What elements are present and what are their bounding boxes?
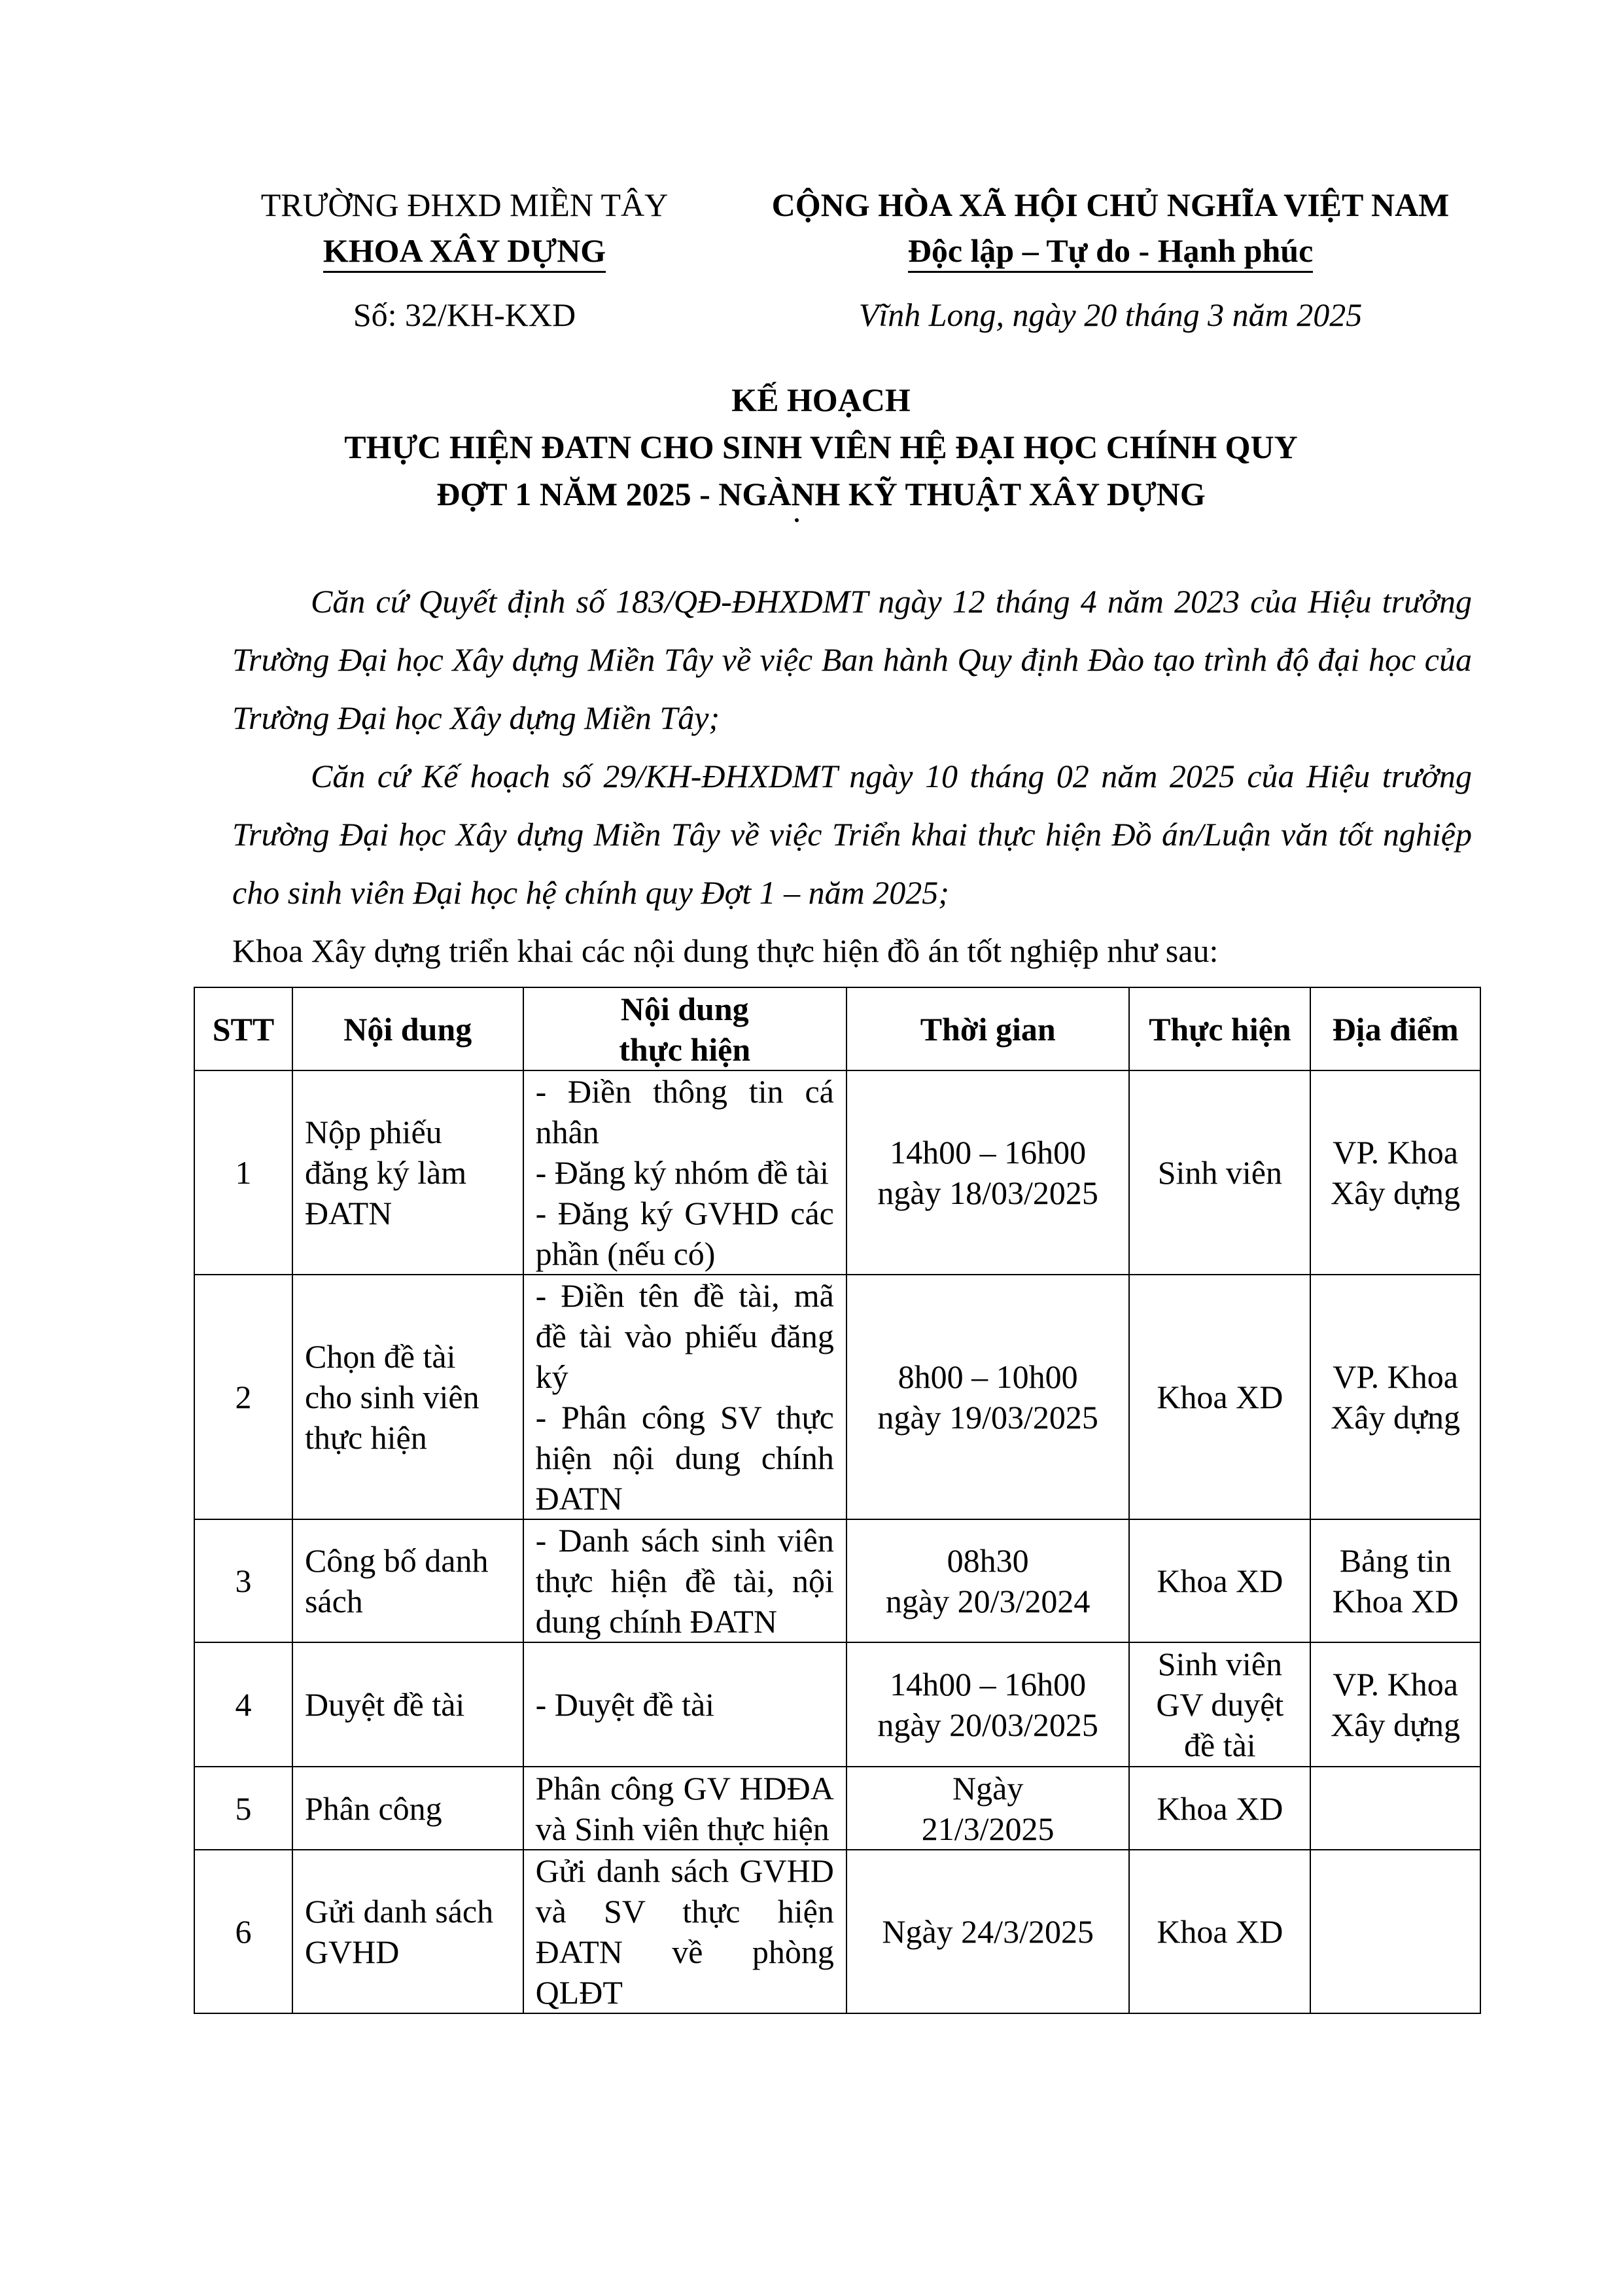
org-header	[216, 182, 713, 338]
col-header-content: Nội dung	[292, 987, 523, 1070]
cell-stt: 1	[194, 1070, 292, 1275]
cell-stt: 5	[194, 1767, 292, 1850]
cell-stt: 2	[194, 1275, 292, 1519]
cell-time: Ngày 24/3/2025	[846, 1850, 1130, 2013]
cell-location: Bảng tin Khoa XD	[1310, 1519, 1480, 1642]
cell-content: Phân công	[292, 1767, 523, 1850]
cell-executor: Khoa XD	[1129, 1767, 1310, 1850]
title-line-3: ĐỢT 1 NĂM 2025 - NGÀNH KỸ THUẬT XÂY DỰNG	[436, 476, 1206, 512]
legal-basis-2: Căn cứ Kế hoạch số 29/KH-ĐHXDMT ngày 10 tháng 02 năm 2025 của Hiệu trưởng Trường Đại học Xây dựng Miền Tây về việc Triển khai thực hiện Đồ án/Luận văn tốt nghiệp cho sinh viên Đại học hệ chính quy Đợt 1 – năm 2025;	[232, 758, 1472, 911]
department-name: KHOA XÂY DỰNG	[323, 230, 606, 273]
title-line-2: THỰC HIỆN ĐATN CHO SINH VIÊN HỆ ĐẠI HỌC CHÍNH QUY	[344, 429, 1298, 465]
cell-executor: Khoa XD	[1129, 1519, 1310, 1642]
cell-location	[1310, 1850, 1480, 2013]
table-row	[194, 1850, 1480, 2013]
cell-location: VP. Khoa Xây dựng	[1310, 1275, 1480, 1519]
col-header-time: Thời gian	[846, 987, 1130, 1070]
col-header-detail: Nội dung thực hiện	[523, 987, 846, 1070]
cell-time: 8h00 – 10h00 ngày 19/03/2025	[846, 1275, 1130, 1519]
cell-content: Chọn đề tài cho sinh viên thực hiện	[292, 1275, 523, 1519]
cell-detail: Gửi danh sách GVHD và SV thực hiện ĐATN về phòng QLĐT	[523, 1850, 846, 2013]
table-row	[194, 1767, 1480, 1850]
national-header	[716, 182, 1505, 338]
legal-basis-1: Căn cứ Quyết định số 183/QĐ-ĐHXDMT ngày 12 tháng 4 năm 2023 của Hiệu trưởng Trường Đại học Xây dựng Miền Tây về việc Ban hành Quy định Đào tạo trình độ đại học của Trường Đại học Xây dựng Miền Tây;	[232, 583, 1472, 736]
document-date: Vĩnh Long, ngày 20 tháng 3 năm 2025	[858, 296, 1363, 333]
cell-executor: Khoa XD	[1129, 1850, 1310, 2013]
cell-content: Nộp phiếu đăng ký làm ĐATN	[292, 1070, 523, 1275]
table-row	[194, 1519, 1480, 1642]
cell-time: 14h00 – 16h00 ngày 18/03/2025	[846, 1070, 1130, 1275]
cell-content: Duyệt đề tài	[292, 1642, 523, 1767]
national-motto: Độc lập – Tự do - Hạnh phúc	[908, 230, 1314, 273]
national-title: CỘNG HÒA XÃ HỘI CHỦ NGHĨA VIỆT NAM	[771, 186, 1450, 223]
cell-content: Gửi danh sách GVHD	[292, 1850, 523, 2013]
intro-line: Khoa Xây dựng triển khai các nội dung thực hiện đồ án tốt nghiệp như sau:	[232, 932, 1219, 969]
stray-dot	[795, 518, 799, 522]
org-name: TRƯỜNG ĐHXD MIỀN TÂY	[260, 186, 669, 223]
cell-detail: - Duyệt đề tài	[523, 1642, 846, 1767]
cell-location: VP. Khoa Xây dựng	[1310, 1642, 1480, 1767]
cell-time: 14h00 – 16h00 ngày 20/03/2025	[846, 1642, 1130, 1767]
cell-detail: Phân công GV HDĐA và Sinh viên thực hiện	[523, 1767, 846, 1850]
document-body	[232, 573, 1472, 980]
table-row	[194, 1642, 1480, 1767]
cell-stt: 6	[194, 1850, 292, 2013]
col-header-executor: Thực hiện	[1129, 987, 1310, 1070]
cell-detail: - Danh sách sinh viên thực hiện đề tài, nội dung chính ĐATN	[523, 1519, 846, 1642]
document-title	[183, 376, 1459, 518]
cell-time: Ngày 21/3/2025	[846, 1767, 1130, 1850]
cell-detail: - Điền tên đề tài, mã đề tài vào phiếu đăng ký - Phân công SV thực hiện nội dung chính ĐATN	[523, 1275, 846, 1519]
cell-executor: Sinh viên GV duyệt đề tài	[1129, 1642, 1310, 1767]
cell-location	[1310, 1767, 1480, 1850]
table-row	[194, 1070, 1480, 1275]
cell-stt: 3	[194, 1519, 292, 1642]
table-header-row	[194, 987, 1480, 1070]
cell-executor: Khoa XD	[1129, 1275, 1310, 1519]
cell-detail: - Điền thông tin cá nhân - Đăng ký nhóm đề tài - Đăng ký GVHD các phần (nếu có)	[523, 1070, 846, 1275]
cell-executor: Sinh viên	[1129, 1070, 1310, 1275]
table-row	[194, 1275, 1480, 1519]
document-number: Số: 32/KH-KXD	[353, 296, 576, 333]
cell-content: Công bố danh sách	[292, 1519, 523, 1642]
plan-table	[194, 987, 1481, 2014]
cell-stt: 4	[194, 1642, 292, 1767]
col-header-location: Địa điểm	[1310, 987, 1480, 1070]
cell-location: VP. Khoa Xây dựng	[1310, 1070, 1480, 1275]
col-header-stt: STT	[194, 987, 292, 1070]
cell-time: 08h30 ngày 20/3/2024	[846, 1519, 1130, 1642]
title-line-1: KẾ HOẠCH	[731, 381, 911, 418]
